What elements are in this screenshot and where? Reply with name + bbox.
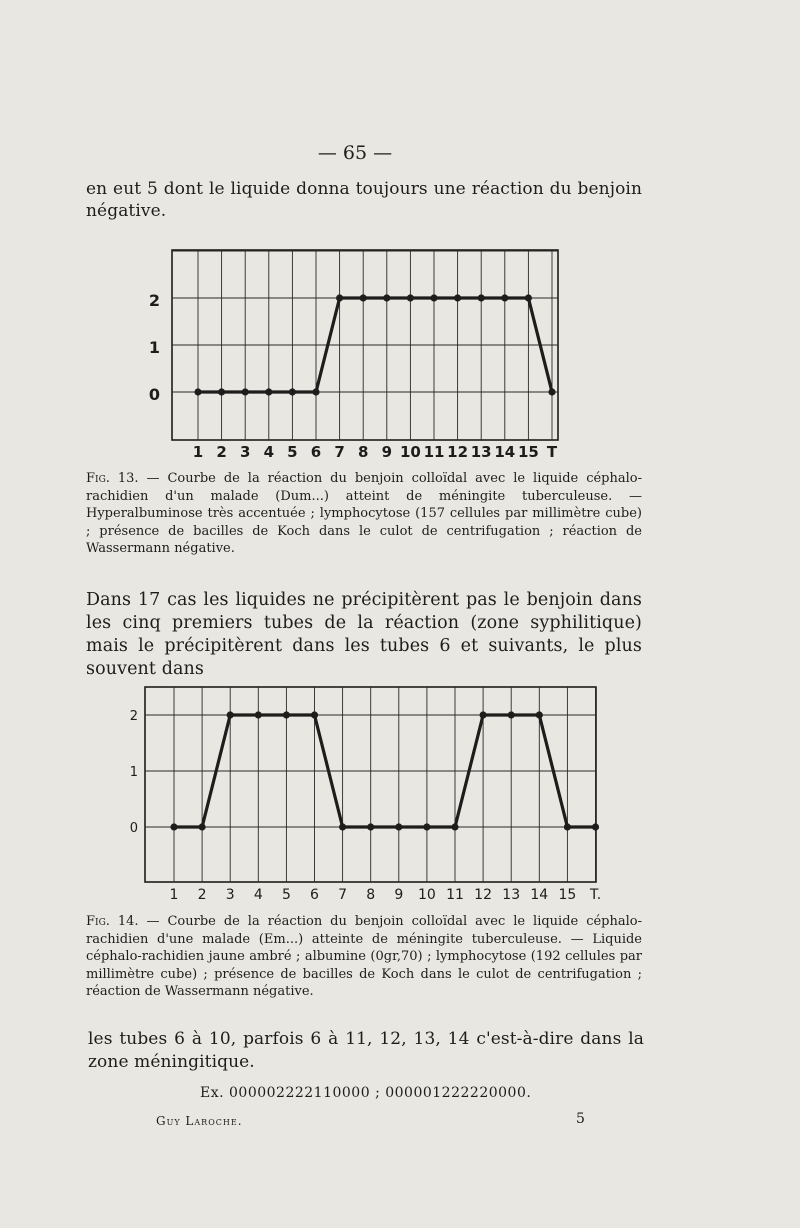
x-tick-label: 10 [417, 887, 436, 900]
x-tick-label: 2 [216, 443, 227, 461]
x-tick-label: 14 [494, 443, 516, 461]
data-point [255, 711, 262, 718]
figure-14-chart [110, 685, 610, 900]
x-tick-label: 12 [447, 443, 469, 461]
data-point [480, 711, 487, 718]
data-point [478, 294, 485, 301]
figure-13-caption [86, 470, 642, 558]
figure-14-label: Fig. 14. [86, 914, 139, 929]
x-tick-label: 13 [470, 443, 492, 461]
data-point [170, 823, 177, 830]
page-number: — 65 — [317, 142, 393, 164]
x-tick-label: 4 [253, 887, 263, 900]
x-tick-label: 7 [334, 443, 345, 461]
y-tick-label: 1 [129, 765, 138, 780]
data-point [548, 388, 555, 395]
figure-13-label: Fig. 13. [86, 471, 139, 486]
y-tick-label: 2 [148, 291, 160, 310]
figure-14-caption [86, 913, 642, 1001]
data-point [312, 388, 319, 395]
figure-14-caption-text: — Courbe de la réaction du benjoin colloïdal avec le liquide céphalo-rachidien d'une malade (Em...) atteinte de méningite tuberculeuse. — Liquide céphalo-rachidien jaune ambré ; albumine (0gr,70) ; lymphocytose (192 cellules par millimètre cube) ; présence de bacilles de Koch dans le culot de centrifugation ; réaction de Wassermann négative. [86, 914, 642, 999]
y-tick-label: 1 [148, 338, 160, 357]
y-tick-label: 0 [148, 385, 160, 404]
x-tick-label: 4 [263, 443, 275, 461]
data-point [289, 388, 296, 395]
x-tick-label: 14 [530, 887, 549, 900]
data-point [218, 388, 225, 395]
x-tick-label: 13 [502, 887, 521, 900]
x-tick-label: 9 [381, 443, 393, 461]
data-point [592, 823, 599, 830]
x-tick-label: 9 [394, 887, 404, 900]
data-point [339, 823, 346, 830]
data-point [383, 294, 390, 301]
data-point [194, 388, 201, 395]
data-point [265, 388, 272, 395]
x-tick-label: 11 [446, 887, 464, 900]
x-tick-label: 3 [225, 887, 235, 900]
data-point [367, 823, 374, 830]
x-tick-label: 1 [192, 443, 204, 461]
data-point [242, 388, 249, 395]
author-footer: Guy Laroche. [156, 1114, 243, 1128]
x-tick-label: T. [589, 887, 602, 900]
data-point [311, 711, 318, 718]
data-point [454, 294, 461, 301]
paragraph-2: Dans 17 cas les liquides ne précipitèrent pas le benjoin dans les cinq premiers tubes de la réaction (zone syphilitique) mais le précipitèrent dans les tubes 6 et suivants, le plus souvent dans [86, 590, 642, 679]
data-point [395, 823, 402, 830]
x-tick-label: 3 [239, 443, 251, 461]
x-tick-label: 15 [558, 887, 577, 900]
data-point [536, 711, 543, 718]
x-tick-label: 2 [197, 887, 207, 900]
y-tick-label: 2 [129, 709, 138, 724]
x-tick-label: 15 [517, 443, 539, 461]
x-tick-label: 8 [357, 443, 369, 461]
data-point [283, 711, 290, 718]
data-point [525, 294, 532, 301]
data-point [360, 294, 367, 301]
x-tick-label: 6 [310, 887, 319, 900]
data-point [407, 294, 414, 301]
x-tick-label: 1 [169, 887, 179, 900]
x-tick-label: 11 [423, 443, 445, 461]
example-line: Ex. 000002222110000 ; 000001222220000. [200, 1085, 532, 1101]
data-point [336, 294, 343, 301]
x-tick-label: T [546, 443, 558, 461]
paragraph-3: les tubes 6 à 10, parfois 6 à 11, 12, 13, 14 c'est-à-dire dans la zone méningitique. [88, 1029, 644, 1072]
data-point [501, 294, 508, 301]
data-point [451, 823, 458, 830]
paragraph-1: en eut 5 dont le liquide donna toujours une réaction du benjoin négative. [86, 179, 642, 221]
x-tick-label: 5 [287, 443, 298, 461]
data-point [423, 823, 430, 830]
data-point [430, 294, 437, 301]
data-point [564, 823, 571, 830]
data-point [199, 823, 206, 830]
x-tick-label: 6 [310, 443, 322, 461]
x-tick-label: 8 [366, 887, 376, 900]
data-point [227, 711, 234, 718]
figure-13-chart [140, 245, 565, 465]
x-tick-label: 12 [474, 887, 493, 900]
x-tick-label: 5 [281, 887, 291, 900]
y-tick-label: 0 [129, 821, 138, 836]
x-tick-label: 10 [399, 443, 421, 461]
x-tick-label: 7 [338, 887, 348, 900]
figure-13-caption-text: — Courbe de la réaction du benjoin colloïdal avec le liquide céphalo-rachidien d'un malade (Dum...) atteint de méningite tuberculeuse. — Hyperalbuminose très accentuée ; lymphocytose (157 cellules par millimètre cube) ; présence de bacilles de Koch dans le culot de centrifugation ; réaction de Wassermann négative. [86, 471, 642, 556]
data-point [508, 711, 515, 718]
sheet-number: 5 [576, 1111, 585, 1127]
